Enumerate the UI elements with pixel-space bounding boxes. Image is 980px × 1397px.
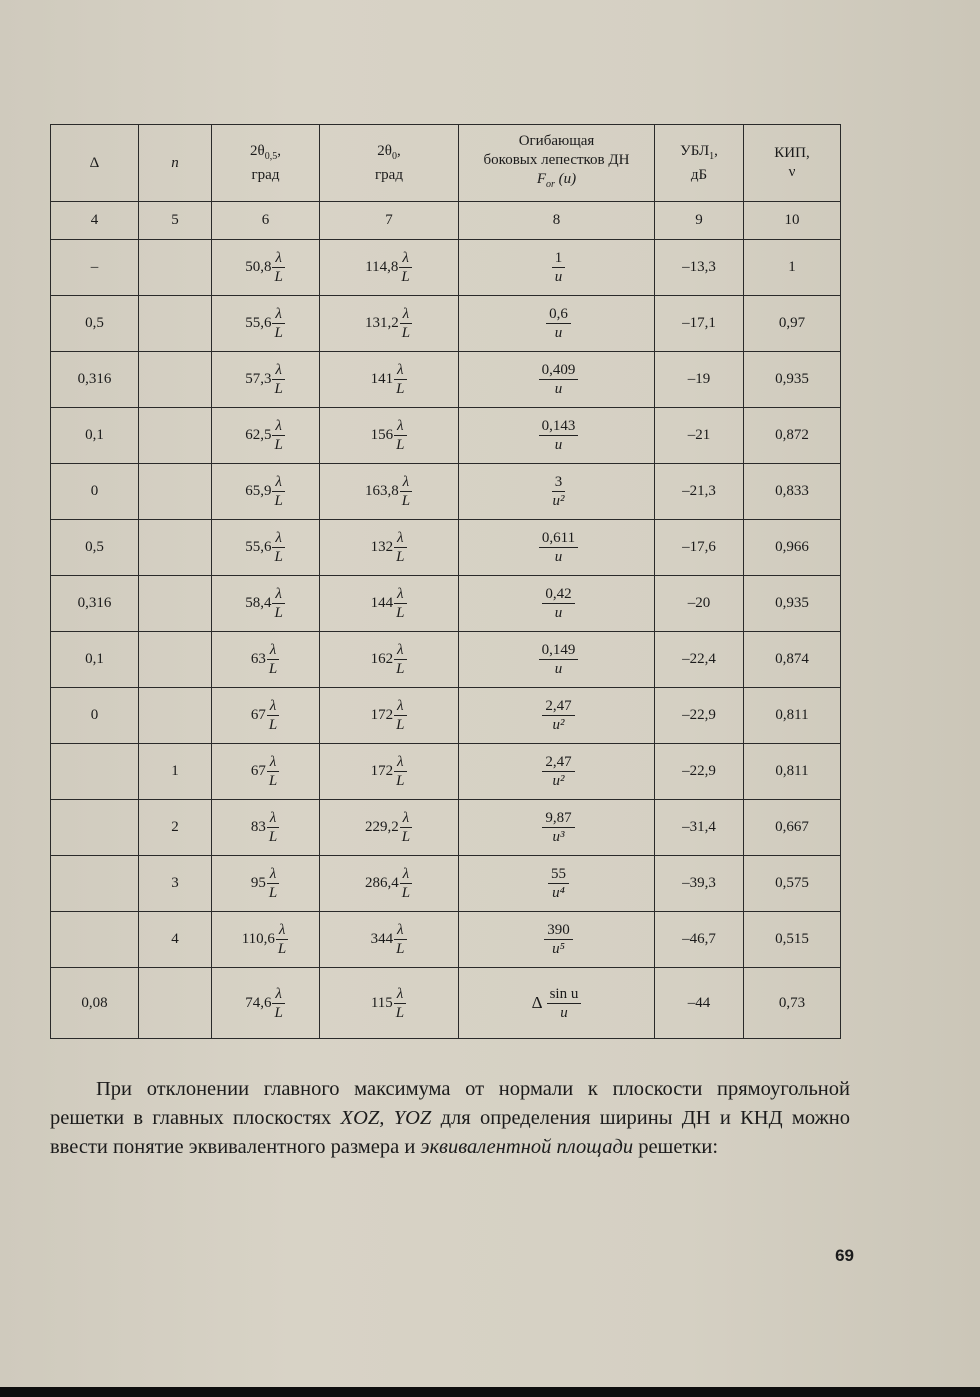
header-sidelobe-envelope: Огибающая боковых лепестков ДН $F_{or}$ (u) (459, 125, 655, 202)
cell-beamwidth-zero (320, 968, 459, 1039)
envelope-fraction: $\frac{2,47}{\text{u²}}$ (542, 697, 574, 734)
table-header-row (51, 125, 841, 202)
cell-beamwidth-zero (320, 632, 459, 688)
coefficient: 163,8 (364, 483, 399, 499)
lambda-over-length: $\frac{\lambda}{L}$ (271, 585, 285, 622)
cell-envelope (459, 688, 655, 744)
coefficient: 141 (370, 371, 394, 387)
column-number: 10 (744, 202, 841, 240)
coefficient: 74,6 (245, 994, 272, 1011)
lambda-over-length: $\frac{\lambda}{L}$ (393, 529, 407, 566)
cell-envelope (459, 856, 655, 912)
coefficient: 67 (250, 707, 266, 723)
lambda-over-length: $\frac{\lambda}{L}$ (399, 865, 413, 902)
cell-envelope (459, 576, 655, 632)
cell-envelope (459, 296, 655, 352)
table-row (51, 240, 841, 296)
lambda-over-length: $\frac{\lambda}{L}$ (393, 641, 407, 678)
cell-aperture-efficiency: 0,515 (744, 912, 841, 968)
lambda-over-length: $\frac{\lambda}{L}$ (266, 697, 280, 734)
table-row (51, 744, 841, 800)
cell-beamwidth-zero (320, 464, 459, 520)
lambda-over-length: $\frac{\lambda}{L}$ (271, 985, 285, 1022)
cell-n (139, 632, 212, 688)
cell-envelope (459, 744, 655, 800)
cell-sidelobe-level: –31,4 (655, 800, 744, 856)
coefficient: 286,4 (364, 875, 399, 891)
cell-delta (51, 800, 139, 856)
envelope-fraction: $\frac{0,42}{u}$ (542, 585, 574, 622)
cell-sidelobe-level: –17,1 (655, 296, 744, 352)
cell-beamwidth-zero (320, 296, 459, 352)
cell-beamwidth-half-power (212, 968, 320, 1039)
cell-beamwidth-zero (320, 912, 459, 968)
cell-n (139, 520, 212, 576)
lambda-over-length: $\frac{\lambda}{L}$ (393, 361, 407, 398)
cell-n (139, 408, 212, 464)
coefficient: 67 (250, 763, 266, 779)
cell-envelope (459, 912, 655, 968)
cell-aperture-efficiency: 0,667 (744, 800, 841, 856)
envelope-fraction: $\frac{0,611}{u}$ (539, 529, 578, 566)
cell-aperture-efficiency: 1 (744, 240, 841, 296)
cell-beamwidth-half-power (212, 240, 320, 296)
envelope-fraction: $\frac{55}{\text{u⁴}}$ (548, 865, 569, 902)
cell-n: 4 (139, 912, 212, 968)
coefficient: 172 (370, 763, 394, 779)
coefficient: 114,8 (365, 259, 399, 275)
cell-delta: 0,5 (51, 296, 139, 352)
cell-n (139, 352, 212, 408)
header-n: n (139, 125, 212, 202)
scan-edge (0, 1387, 980, 1397)
lambda-over-length: $\frac{\lambda}{L}$ (271, 473, 285, 510)
header-sidelobe-level: $УБЛ_1$, дБ (655, 125, 744, 202)
cell-n (139, 688, 212, 744)
coefficient: 144 (370, 595, 394, 611)
cell-aperture-efficiency: 0,575 (744, 856, 841, 912)
table-row (51, 464, 841, 520)
column-number: 7 (320, 202, 459, 240)
cell-delta: – (51, 240, 139, 296)
cell-envelope (459, 408, 655, 464)
cell-envelope (459, 632, 655, 688)
cell-beamwidth-half-power (212, 408, 320, 464)
coefficient: 57,3 (245, 371, 272, 387)
coefficient: 156 (370, 427, 394, 443)
lambda-over-length: $\frac{\lambda}{L}$ (271, 529, 285, 566)
coefficient: 229,2 (364, 819, 399, 835)
cell-envelope (459, 800, 655, 856)
cell-envelope (459, 520, 655, 576)
cell-envelope (459, 240, 655, 296)
body-paragraph: При отклонении главного максимума от нормали к плоскости прямоугольной решетки в главных плоскостях XOZ, YOZ для определения ширины ДН и КНД можно ввести понятие эквивалентного размера и эквивалентной площади решетки: (50, 1078, 850, 1158)
envelope-fraction: $\frac{0,409}{u}$ (539, 361, 579, 398)
cell-beamwidth-zero (320, 520, 459, 576)
cell-beamwidth-zero (320, 408, 459, 464)
table-row (51, 408, 841, 464)
envelope-fraction: $\frac{3}{\text{u²}}$ (552, 474, 565, 509)
cell-delta (51, 744, 139, 800)
cell-delta: 0,5 (51, 520, 139, 576)
cell-sidelobe-level: –22,4 (655, 632, 744, 688)
table-row (51, 688, 841, 744)
column-number-row (51, 202, 841, 240)
coefficient: 110,6 (241, 931, 275, 947)
cell-beamwidth-zero (320, 576, 459, 632)
cell-aperture-efficiency: 0,97 (744, 296, 841, 352)
lambda-over-length: $\frac{\lambda}{L}$ (398, 249, 412, 286)
cell-envelope (459, 968, 655, 1039)
cell-aperture-efficiency: 0,874 (744, 632, 841, 688)
envelope-fraction: $\frac{\text{sin u}}{u}$ (547, 985, 582, 1022)
coefficient: 95 (250, 875, 266, 891)
lambda-over-length: $\frac{\lambda}{L}$ (399, 809, 413, 846)
cell-sidelobe-level: –22,9 (655, 688, 744, 744)
column-number: 8 (459, 202, 655, 240)
coefficient: 58,4 (245, 595, 272, 611)
coefficient: 55,6 (245, 315, 272, 331)
cell-n: 2 (139, 800, 212, 856)
cell-beamwidth-zero (320, 688, 459, 744)
table-row (51, 296, 841, 352)
lambda-over-length: $\frac{\lambda}{L}$ (266, 865, 280, 902)
cell-delta: 0,316 (51, 352, 139, 408)
envelope-fraction: $\frac{0,143}{u}$ (539, 417, 579, 454)
cell-sidelobe-level: –46,7 (655, 912, 744, 968)
coefficient: 131,2 (364, 315, 399, 331)
coefficient: 63 (250, 651, 266, 667)
cell-beamwidth-zero (320, 352, 459, 408)
envelope-fraction: $\frac{0,6}{u}$ (546, 305, 571, 342)
cell-beamwidth-half-power (212, 856, 320, 912)
envelope-fraction: $\frac{390}{\text{u⁵}}$ (544, 921, 573, 958)
table-row (51, 968, 841, 1039)
header-beamwidth-half-power: $2\theta_{0,5}$, град (212, 125, 320, 202)
page-number: 69 (835, 1246, 854, 1265)
coefficient: 50,8 (245, 259, 272, 275)
table-row (51, 576, 841, 632)
table-row (51, 912, 841, 968)
cell-beamwidth-half-power (212, 520, 320, 576)
cell-delta: 0,316 (51, 576, 139, 632)
cell-beamwidth-half-power (212, 576, 320, 632)
table-row (51, 856, 841, 912)
lambda-over-length: $\frac{\lambda}{L}$ (271, 417, 285, 454)
lambda-over-length: $\frac{\lambda}{L}$ (266, 809, 280, 846)
table-row (51, 520, 841, 576)
cell-sidelobe-level: –21,3 (655, 464, 744, 520)
cell-delta: 0,08 (51, 968, 139, 1039)
cell-beamwidth-half-power (212, 296, 320, 352)
cell-n (139, 576, 212, 632)
table-row (51, 632, 841, 688)
lambda-over-length: $\frac{\lambda}{L}$ (393, 985, 407, 1022)
cell-beamwidth-half-power (212, 912, 320, 968)
coefficient: 132 (370, 539, 394, 555)
cell-beamwidth-zero (320, 240, 459, 296)
lambda-over-length: $\frac{\lambda}{L}$ (266, 753, 280, 790)
lambda-over-length: $\frac{\lambda}{L}$ (393, 753, 407, 790)
coefficient: 115 (370, 994, 393, 1011)
coefficient: 172 (370, 707, 394, 723)
lambda-over-length: $\frac{\lambda}{L}$ (393, 585, 407, 622)
header-delta: Δ (51, 125, 139, 202)
lambda-over-length: $\frac{\lambda}{L}$ (393, 417, 407, 454)
column-number: 6 (212, 202, 320, 240)
coefficient: 62,5 (245, 427, 272, 443)
header-aperture-efficiency: КИП, ν (744, 125, 841, 202)
cell-delta (51, 912, 139, 968)
coefficient: 344 (370, 931, 394, 947)
cell-beamwidth-half-power (212, 632, 320, 688)
cell-n (139, 464, 212, 520)
cell-n (139, 296, 212, 352)
cell-aperture-efficiency: 0,811 (744, 744, 841, 800)
lambda-over-length: $\frac{\lambda}{L}$ (271, 249, 285, 286)
cell-beamwidth-zero (320, 744, 459, 800)
column-number: 5 (139, 202, 212, 240)
table-row (51, 800, 841, 856)
cell-sidelobe-level: –13,3 (655, 240, 744, 296)
cell-n (139, 240, 212, 296)
cell-sidelobe-level: –22,9 (655, 744, 744, 800)
cell-aperture-efficiency: 0,935 (744, 576, 841, 632)
cell-beamwidth-half-power (212, 464, 320, 520)
cell-sidelobe-level: –17,6 (655, 520, 744, 576)
cell-envelope (459, 352, 655, 408)
cell-sidelobe-level: –19 (655, 352, 744, 408)
cell-envelope (459, 464, 655, 520)
coefficient: 162 (370, 651, 394, 667)
header-beamwidth-zero: $2\theta_0$, град (320, 125, 459, 202)
lambda-over-length: $\frac{\lambda}{L}$ (393, 697, 407, 734)
coefficient: 55,6 (245, 539, 272, 555)
cell-aperture-efficiency: 0,833 (744, 464, 841, 520)
cell-beamwidth-zero (320, 800, 459, 856)
envelope-fraction: $\frac{9,87}{\text{u³}}$ (542, 809, 574, 846)
coefficient: 83 (250, 819, 266, 835)
cell-beamwidth-half-power (212, 800, 320, 856)
lambda-over-length: $\frac{\lambda}{L}$ (275, 921, 289, 958)
cell-sidelobe-level: –21 (655, 408, 744, 464)
column-number: 9 (655, 202, 744, 240)
cell-sidelobe-level: –20 (655, 576, 744, 632)
lambda-over-length: $\frac{\lambda}{L}$ (271, 305, 285, 342)
cell-delta: 0 (51, 688, 139, 744)
cell-n: 3 (139, 856, 212, 912)
column-number: 4 (51, 202, 139, 240)
cell-aperture-efficiency: 0,966 (744, 520, 841, 576)
cell-sidelobe-level: –44 (655, 968, 744, 1039)
lambda-over-length: $\frac{\lambda}{L}$ (399, 305, 413, 342)
cell-sidelobe-level: –39,3 (655, 856, 744, 912)
cell-beamwidth-half-power (212, 688, 320, 744)
envelope-fraction: $\frac{0,149}{u}$ (539, 641, 579, 678)
cell-aperture-efficiency: 0,73 (744, 968, 841, 1039)
array-parameters-table (50, 124, 841, 1039)
cell-delta (51, 856, 139, 912)
lambda-over-length: $\frac{\lambda}{L}$ (271, 361, 285, 398)
lambda-over-length: $\frac{\lambda}{L}$ (266, 641, 280, 678)
cell-aperture-efficiency: 0,872 (744, 408, 841, 464)
table-row (51, 352, 841, 408)
cell-beamwidth-half-power (212, 744, 320, 800)
lambda-over-length: $\frac{\lambda}{L}$ (399, 473, 413, 510)
lambda-over-length: $\frac{\lambda}{L}$ (393, 921, 407, 958)
cell-delta: 0 (51, 464, 139, 520)
cell-beamwidth-half-power (212, 352, 320, 408)
cell-delta: 0,1 (51, 632, 139, 688)
cell-beamwidth-zero (320, 856, 459, 912)
cell-aperture-efficiency: 0,811 (744, 688, 841, 744)
coefficient: 65,9 (245, 483, 272, 499)
cell-n: 1 (139, 744, 212, 800)
cell-n (139, 968, 212, 1039)
cell-delta: 0,1 (51, 408, 139, 464)
delta-prefix: Δ (531, 993, 543, 1012)
envelope-fraction: $\frac{1}{u}$ (552, 249, 566, 286)
envelope-fraction: $\frac{2,47}{\text{u²}}$ (542, 753, 574, 790)
cell-aperture-efficiency: 0,935 (744, 352, 841, 408)
